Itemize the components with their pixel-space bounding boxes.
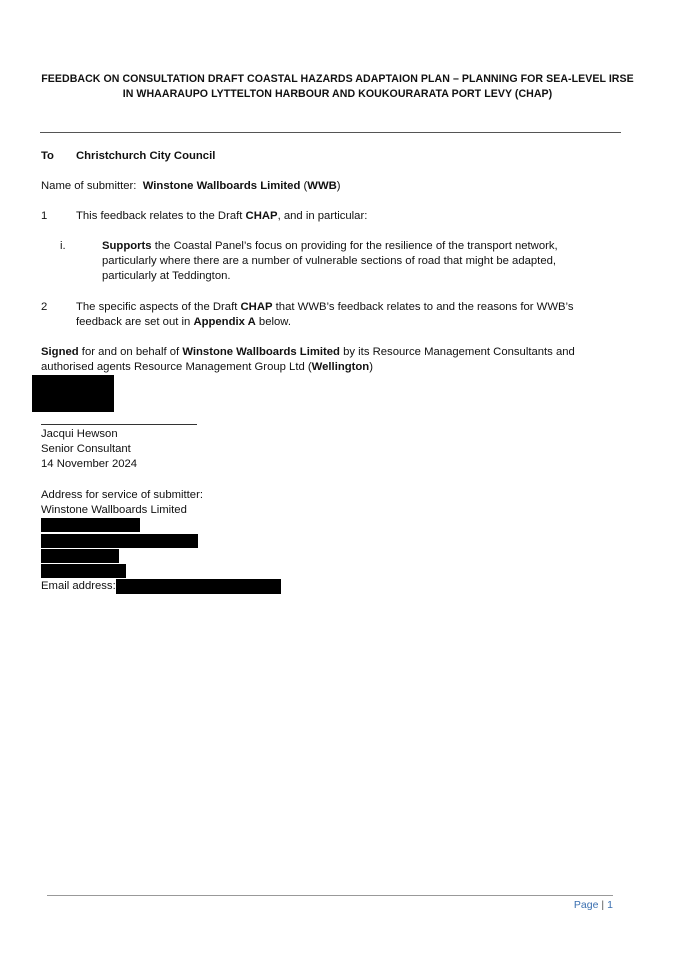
signed-bold: Signed (41, 346, 79, 358)
item-1-text-start: This feedback relates to the Draft (76, 210, 246, 222)
item-2-number: 2 (41, 301, 48, 313)
address-company: Winstone Wallboards Limited (41, 504, 187, 516)
item-2-text-mid: that WWB’s feedback relates to and the reasons for WWB’s feedback are set out in (76, 301, 574, 328)
document-title (30, 72, 645, 102)
title-line-1: FEEDBACK ON CONSULTATION DRAFT COASTAL HAZARDS ADAPTAION PLAN – PLANNING FOR SEA-LEVEL IRSE (41, 73, 634, 85)
item-2-text-end: below. (255, 316, 291, 328)
redacted-email (116, 579, 281, 594)
item-1-sub-numeral: i. (60, 240, 66, 252)
item-1-number: 1 (41, 210, 48, 222)
item-1-bold: CHAP (245, 210, 278, 222)
redacted-address-line-4 (41, 564, 126, 578)
header-divider (40, 132, 621, 133)
footer-divider (47, 895, 613, 896)
page-separator: | (601, 899, 605, 911)
page-footer (574, 899, 613, 911)
submitter-abbr: WWB (307, 180, 337, 192)
page-label: Page (573, 899, 599, 911)
signatory-name: Jacqui Hewson (41, 428, 118, 440)
item-1-sub-bold: Supports (102, 240, 152, 252)
item-1-text-end: , and in particular: (277, 210, 368, 222)
page-number: 1 (607, 899, 613, 911)
title-line-2: IN WHAARAUPO LYTTELTON HARBOUR AND KOUKOURARATA PORT LEVY (CHAP) (122, 88, 553, 100)
redacted-address-line-3 (41, 549, 119, 563)
signed-text-1: for and on behalf of (78, 346, 183, 358)
item-1-sub-text (102, 239, 580, 284)
address-label: Address for service of submitter: (41, 489, 203, 501)
item-2-text (76, 300, 591, 330)
item-2-bold-chap: CHAP (240, 301, 273, 313)
redacted-address-line-1 (41, 518, 140, 532)
signed-text-3: ) (369, 361, 373, 373)
item-1-text (76, 209, 367, 224)
submitter-line: Name of submitter: Winstone Wallboards Limited (WWB) (41, 180, 341, 192)
signatory-date: 14 November 2024 (41, 458, 138, 470)
item-2-bold-appendix: Appendix A (193, 316, 256, 328)
submitter-label: Name of submitter: (41, 180, 137, 192)
submitter-name: Winstone Wallboards Limited (142, 180, 301, 192)
signature-line (41, 424, 197, 425)
to-recipient: Christchurch City Council (76, 150, 216, 162)
signed-company: Winstone Wallboards Limited (182, 346, 340, 358)
email-label: Email address: (41, 580, 116, 592)
signed-text-2: by its Resource Management Consultants and authorised agents Resource Management Group Ltd ( (41, 346, 575, 373)
item-1-sub-body: the Coastal Panel’s focus on providing for the resilience of the transport network, particularly where there are a number of vulnerable sections of road that might be adapted, particularly at Teddington. (102, 240, 558, 282)
signed-paragraph (41, 345, 586, 375)
redacted-address-line-2 (41, 534, 198, 548)
item-2-text-start: The specific aspects of the Draft (76, 301, 241, 313)
signatory-role: Senior Consultant (41, 443, 131, 455)
to-label: To (41, 150, 54, 162)
signed-short-name: Wellington (311, 361, 370, 373)
to-line (41, 149, 216, 164)
redacted-signature (32, 375, 114, 412)
